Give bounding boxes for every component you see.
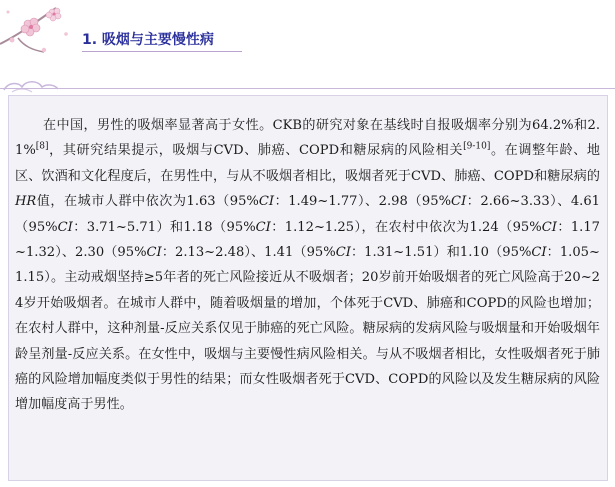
section-heading-wrap [82, 29, 214, 49]
reference-8[interactable]: [8] [35, 142, 49, 153]
top-divider [0, 88, 615, 89]
body-paragraph: 在中国，男性的吸烟率显著高于女性。CKB的研究对象在基线时自报吸烟率分别为64.2%和2.1%[8]，其研究结果提示，吸烟与CVD、肺癌、COPD和糖尿病的风险相关[9-10]。在调整年龄、地区、饮酒和文化程度后，在男性中，与从不吸烟者相比，吸烟者死于CVD、肺癌、COPD和糖尿病的HR值，在城市人群中依次为1.63（95%CI：1.49~1.77）、2.98（95%CI：2.66~3.33）、4.61（95%CI：3.71~5.71）和1.18（95%CI：1.12~1.25），在农村中依次为1.24（95%CI：1.17~1.32）、2.30（95%CI：2.13~2.48）、1.41（95%CI：1.31~1.51）和1.10（95%CI：1.05~1.15）。主动戒烟坚持≥5年者的死亡风险接近从不吸烟者；20岁前开始吸烟者的死亡风险高于20~24岁开始吸烟者。在城市人群中，随着吸烟量的增加，个体死于CVD、肺癌和COPD的风险也增加；在农村人群中，这种剂量-反应关系仅见于肺癌的死亡风险。糖尿病的发病风险与吸烟量和开始吸烟年龄呈剂量-反应关系。在女性中，吸烟与主要慢性病风险相关。与从不吸烟者相比，女性吸烟者死于肺癌的风险增加幅度类似于男性的结果；而女性吸烟者死于CVD、COPD的风险以及发生糖尿病的风险增加幅度高于男性。 [15, 118, 600, 413]
section-heading: 1. 吸烟与主要慢性病 [82, 32, 214, 48]
section-header [0, 0, 615, 70]
heading-underline [82, 51, 242, 52]
plum-blossom-icon [0, 0, 90, 60]
cloud-ornament-icon [0, 76, 70, 96]
reference-9-10[interactable]: [9-10] [463, 142, 491, 153]
